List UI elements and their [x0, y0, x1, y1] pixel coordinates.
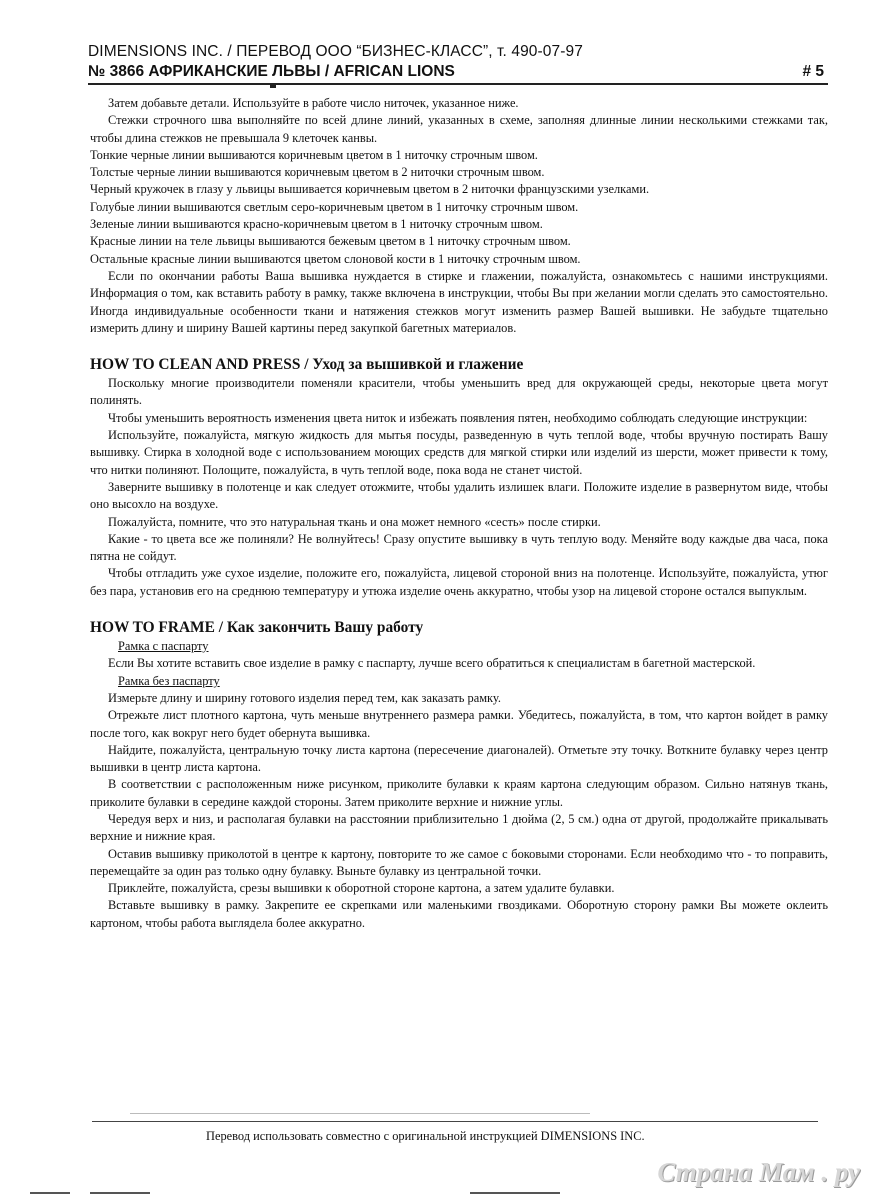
- stitch-instruction: Голубые линии вышиваются светлым серо-коричневым цветом в 1 ниточку строчным швом.: [90, 199, 579, 214]
- footer-faint-rule: [130, 1113, 590, 1114]
- body-paragraph: Используйте, пожалуйста, мягкую жидкость для мытья посуды, разведенную в чуть теплой воде, чтобы вручную постирать Вашу вышивку. Стирка в холодной воде с использованием моющих средств для мягкой стирки или изделий из шерсти, может привести к тому, что нитки полиняют. Полощите, пожалуйста, в чуть теплой воде, пока вода не станет чистой.: [90, 428, 828, 477]
- product-title: № 3866 АФРИКАНСКИЕ ЛЬВЫ / AFRICAN LIONS: [88, 63, 455, 80]
- header-title-line: [88, 62, 828, 82]
- scan-artifact-dash: [30, 1192, 70, 1194]
- section-heading: HOW TO CLEAN AND PRESS / Уход за вышивкой и глажение: [90, 356, 524, 374]
- clean-press-section: [90, 355, 828, 600]
- body-paragraph: Оставив вышивку приколотой в центре к картону, повторите то же самое с боковыми сторонами. Если необходимо что - то поправить, перемещайте за один раз только одну булавку. Выньте булавку из центральной точки.: [90, 846, 828, 878]
- scan-artifact-mark: [270, 85, 276, 88]
- stitch-instruction: Толстые черные линии вышиваются коричневым цветом в 2 ниточки строчным швом.: [90, 165, 545, 180]
- body-paragraph: Если Вы хотите вставить свое изделие в рамку с паспарту, лучше всего обратиться к специалистам в багетной мастерской.: [108, 656, 756, 671]
- subheading-without-mat: Рамка без паспарту: [118, 673, 220, 688]
- frame-section: [90, 618, 828, 932]
- body-paragraph: Вставьте вышивку в рамку. Закрепите ее скрепками или маленькими гвоздиками. Оборотную сторону рамки Вы можете оклеить картоном, чтобы работа выглядела более аккуратно.: [90, 898, 828, 930]
- stitch-instruction: Тонкие черные линии вышиваются коричневым цветом в 1 ниточку строчным швом.: [90, 147, 538, 162]
- intro-paragraph: Стежки строчного шва выполняйте по всей длине линий, указанных в схеме, заполняя длинные линии несколькими стежками так, чтобы длина стежков не превышала 9 клеточек канвы.: [90, 113, 828, 145]
- body-paragraph: Приклейте, пожалуйста, срезы вышивки к оборотной стороне картона, а затем удалите булавки.: [108, 881, 615, 896]
- body-paragraph: Чтобы отгладить уже сухое изделие, положите его, пожалуйста, лицевой стороной вниз на полотенце. Используйте, пожалуйста, утюг без пара, установив его на среднюю температуру и утюжа изделие очень аккуратно, чтобы узор на лицевой стороне остался выпуклым.: [90, 566, 828, 598]
- site-watermark: Страна Мам . ру: [657, 1157, 860, 1187]
- page-header: [88, 42, 828, 82]
- header-divider: [88, 83, 828, 85]
- body-paragraph: Найдите, пожалуйста, центральную точку листа картона (пересечение диагоналей). Отметьте эту точку. Воткните булавку через центр вышивки в центр листа картона.: [90, 742, 828, 775]
- body-paragraph: Поскольку многие производители поменяли красители, чтобы уменьшить вред для окружающей среды, некоторые цвета могут полинять.: [90, 376, 828, 408]
- body-paragraph: В соответствии с расположенным ниже рисунком, приколите булавки к краям картона следующим образом. Сильно натянув ткань, приколите булавки в середине каждой стороны. Затем приколите верхние и нижние углы.: [90, 777, 828, 809]
- body-paragraph: Какие - то цвета все же полиняли? Не волнуйтесь! Сразу опустите вышивку в чуть теплую воду. Меняйте воду каждые два часа, пока пятна не сойдут.: [90, 531, 828, 564]
- body-paragraph: Отрежьте лист плотного картона, чуть меньше внутреннего размера рамки. Убедитесь, пожалуйста, в том, что картон войдет в рамку после того, как вокруг него будет обернута вышивка.: [90, 708, 828, 740]
- document-body: [90, 95, 828, 932]
- intro-paragraph: Затем добавьте детали. Используйте в работе число ниточек, указанное ниже.: [108, 96, 519, 110]
- footer-divider: [92, 1121, 818, 1122]
- stitch-instruction: Красные линии на теле львицы вышиваются бежевым цветом в 1 ниточку строчным швом.: [90, 234, 571, 249]
- body-paragraph: Измерьте длину и ширину готового изделия перед тем, как заказать рамку.: [108, 690, 501, 705]
- body-paragraph: Чтобы уменьшить вероятность изменения цвета ниток и избежать появления пятен, необходимо соблюдать следующие инструкции:: [108, 410, 808, 425]
- intro-section: [90, 95, 828, 337]
- header-company-line: DIMENSIONS INC. / ПЕРЕВОД ООО “БИЗНЕС-КЛАСС”, т. 490-07-97: [88, 43, 583, 60]
- subheading-with-mat: Рамка с паспарту: [118, 639, 209, 654]
- body-paragraph: Пожалуйста, помните, что это натуральная ткань и она может немного «сесть» после стирки.: [108, 514, 601, 529]
- stitch-instruction: Зеленые линии вышиваются красно-коричневым цветом в 1 ниточку строчным швом.: [90, 217, 543, 232]
- body-paragraph: Чередуя верх и низ, и располагая булавки на расстоянии приблизительно 1 дюйма (2, 5 см.) одна от другой, продолжайте прикалывать верхние и нижние края.: [90, 811, 828, 844]
- body-paragraph: Заверните вышивку в полотенце и как следует отожмите, чтобы удалить излишек влаги. Положите изделие в развернутом виде, чтобы оно высохло на воздухе.: [90, 479, 828, 512]
- footer-note: Перевод использовать совместно с оригинальной инструкцией DIMENSIONS INC.: [206, 1129, 645, 1143]
- scan-artifact-dash: [470, 1192, 560, 1194]
- stitch-instruction: Черный кружочек в глазу у львицы вышивается коричневым цветом в 2 ниточки французскими узелками.: [90, 182, 650, 197]
- intro-paragraph: Если по окончании работы Ваша вышивка нуждается в стирке и глажении, пожалуйста, ознакомьтесь с нашими инструкциями. Информация о том, как вставить работу в рамку, также включена в инструкции, чтобы Вы при желании могли сделать это самостоятельно. Иногда индивидуальные особенности ткани и натяжения стежков могут изменить размер Вашей вышивки. Не забудьте тщательно измерить длину и ширину Вашей картины перед закупкой багетных материалов.: [90, 268, 828, 335]
- stitch-instruction: Остальные красные линии вышиваются цветом слоновой кости в 1 ниточку строчным швом.: [90, 251, 581, 266]
- section-heading: HOW TO FRAME / Как закончить Вашу работу: [90, 619, 424, 637]
- scan-artifact-dash: [90, 1192, 150, 1194]
- page-number: # 5: [802, 63, 824, 80]
